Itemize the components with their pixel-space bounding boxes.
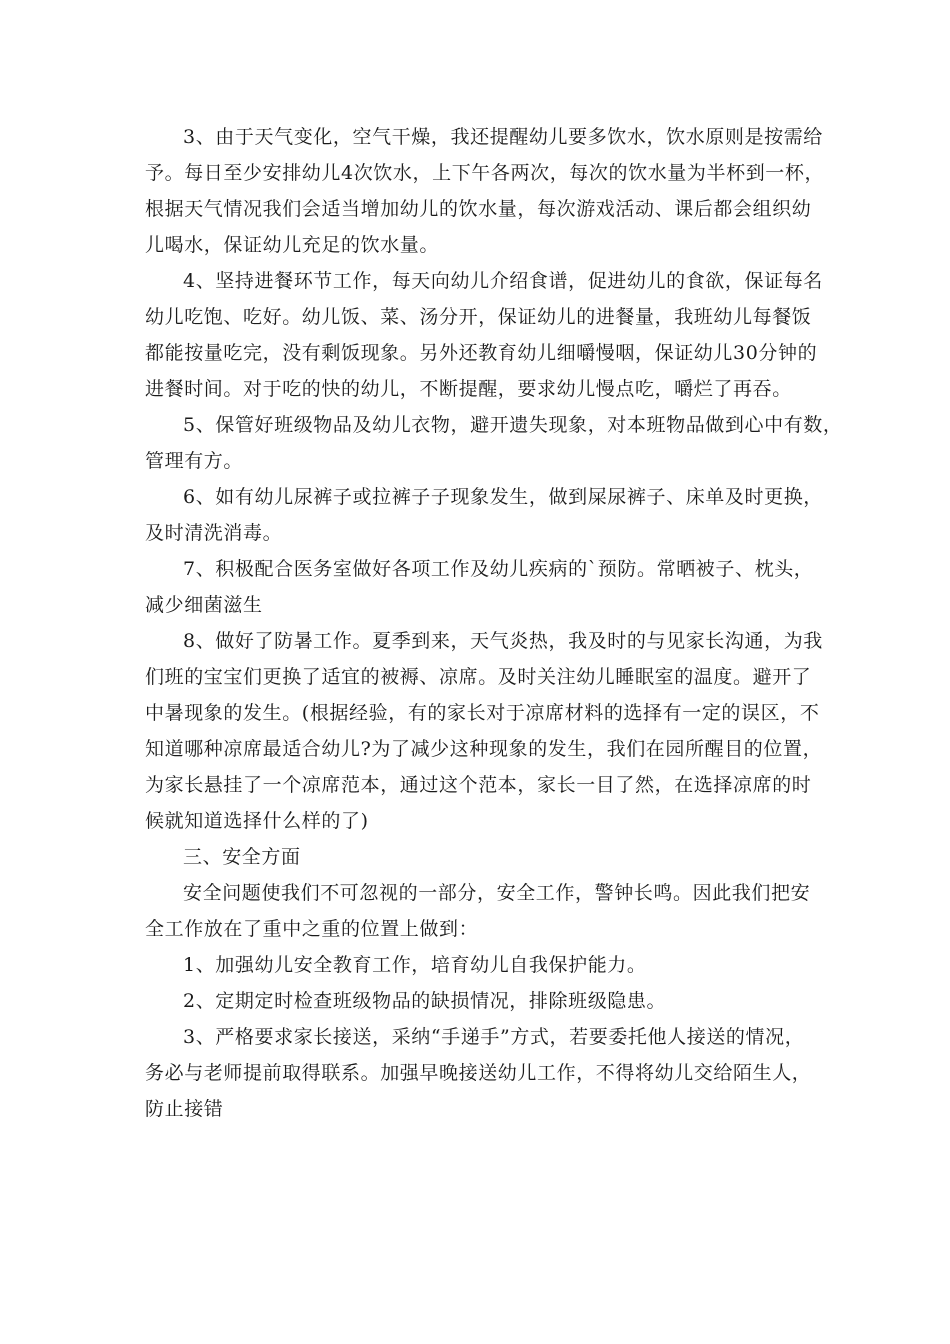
paragraph-line: 幼儿吃饱、吃好。幼儿饭、菜、汤分开，保证幼儿的进餐量，我班幼儿每餐饭 [145,306,812,328]
paragraph-line: 为家长悬挂了一个凉席范本，通过这个范本，家长一目了然，在选择凉席的时 [145,774,812,796]
paragraph-line: 候就知道选择什么样的了) [145,810,369,832]
paragraph-line: 5、保管好班级物品及幼儿衣物，避开遗失现象，对本班物品做到心中有数， [183,414,843,436]
paragraph-line: 中暑现象的发生。(根据经验，有的家长对于凉席材料的选择有一定的误区，不 [145,702,820,724]
paragraph-line: 1、加强幼儿安全教育工作，培育幼儿自我保护能力。 [183,954,647,976]
paragraph-line: 及时清洗消毒。 [145,522,283,544]
paragraph-line: 4、坚持进餐环节工作，每天向幼儿介绍食谱，促进幼儿的食欲，保证每名 [183,270,823,292]
paragraph-line: 全工作放在了重中之重的位置上做到： [145,918,479,940]
paragraph-line: 予。每日至少安排幼儿4次饮水，上下午各两次，每次的饮水量为半杯到一杯， [145,162,825,184]
paragraph-line: 6、如有幼儿尿裤子或拉裤子子现象发生，做到屎尿裤子、床单及时更换， [183,486,823,508]
paragraph-line: 儿喝水，保证幼儿充足的饮水量。 [145,234,440,256]
paragraph-line: 都能按量吃完，没有剩饭现象。另外还教育幼儿细嚼慢咽，保证幼儿30分钟的 [145,342,818,364]
paragraph-line: 8、做好了防暑工作。夏季到来，天气炎热，我及时的与见家长沟通，为我 [183,630,823,652]
paragraph-line: 安全问题使我们不可忽视的一部分，安全工作，警钟长鸣。因此我们把安 [183,882,811,904]
paragraph-line: 管理有方。 [145,450,244,472]
paragraph-line: 3、严格要求家长接送，采纳“手递手”方式，若要委托他人接送的情况， [183,1026,805,1048]
paragraph-line: 们班的宝宝们更换了适宜的被褥、凉席。及时关注幼儿睡眠室的温度。避开了 [145,666,812,688]
paragraph-line: 务必与老师提前取得联系。加强早晚接送幼儿工作，不得将幼儿交给陌生人， [145,1062,812,1084]
paragraph-line: 2、定期定时检查班级物品的缺损情况，排除班级隐患。 [183,990,667,1012]
section-heading: 三、安全方面 [183,846,301,868]
paragraph-line: 根据天气情况我们会适当增加幼儿的饮水量，每次游戏活动、课后都会组织幼 [145,198,812,220]
paragraph-line: 3、由于天气变化，空气干燥，我还提醒幼儿要多饮水，饮水原则是按需给 [183,126,823,148]
paragraph-line: 7、积极配合医务室做好各项工作及幼儿疾病的`预防。常晒被子、枕头， [183,558,814,580]
paragraph-line: 防止接错 [145,1098,224,1120]
paragraph-line: 知道哪种凉席最适合幼儿?为了减少这种现象的发生，我们在园所醒目的位置， [145,738,823,760]
paragraph-line: 进餐时间。对于吃的快的幼儿，不断提醒，要求幼儿慢点吃，嚼烂了再吞。 [145,378,792,400]
paragraph-line: 减少细菌滋生 [145,594,263,616]
